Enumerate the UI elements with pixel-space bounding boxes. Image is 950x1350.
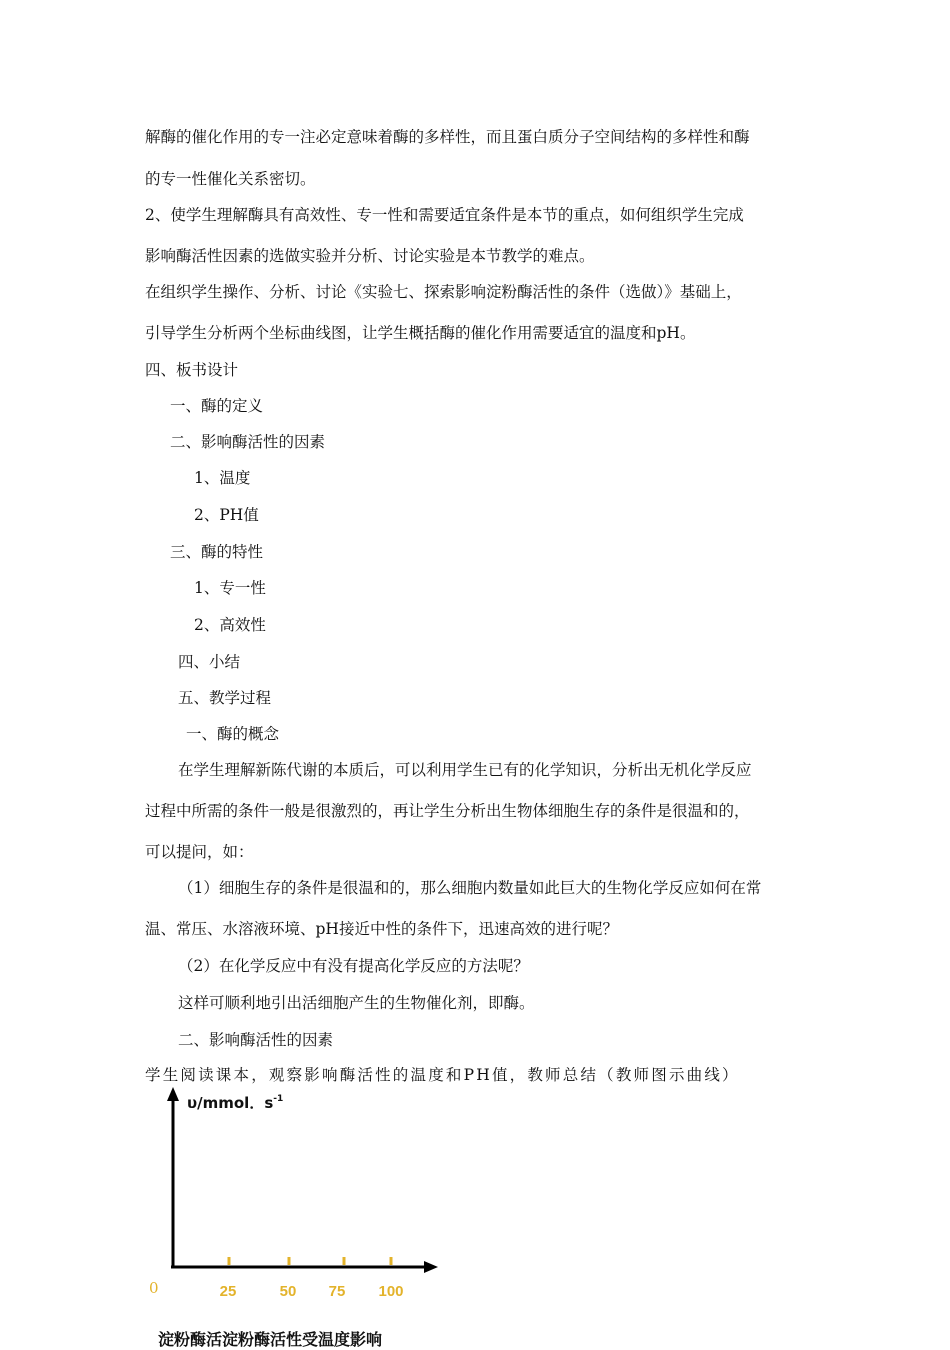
paragraph-line: 学生阅读课本，观察影响酶活性的温度和PH值，教师总结（教师图示曲线） — [145, 1066, 740, 1084]
x-tick-mark — [288, 1257, 291, 1265]
outline-item: 一、酶的概念 — [186, 725, 280, 743]
temperature-chart — [140, 1085, 460, 1315]
paragraph-line: 解酶的催化作用的专一注必定意味着酶的多样性，而且蛋白质分子空间结构的多样性和酶 — [145, 128, 750, 146]
paragraph-line: 过程中所需的条件一般是很激烈的，再让学生分析出生物体细胞生存的条件是很温和的， — [145, 802, 750, 820]
paragraph-line: 温、常压、水溶液环境、pH接近中性的条件下，迅速高效的进行呢？ — [145, 920, 618, 938]
outline-item: 四、小结 — [178, 653, 241, 671]
paragraph-line: （2）在化学反应中有没有提高化学反应的方法呢？ — [178, 957, 529, 975]
outline-subitem: 2、PH值 — [194, 506, 259, 524]
y-axis-label: υ/mmol．$s^{-1}$ — [187, 1094, 284, 1112]
outline-item: 三、酶的特性 — [170, 543, 264, 561]
paragraph-line: 可以提问，如： — [145, 843, 254, 861]
section-heading: 四、板书设计 — [145, 361, 239, 379]
paragraph-line: 2、使学生理解酶具有高效性、专一性和需要适宜条件是本节的重点，如何组织学生完成 — [145, 206, 744, 224]
x-tick-mark — [343, 1257, 346, 1265]
x-tick-label: 100 — [378, 1283, 404, 1300]
x-tick-label: 75 — [328, 1283, 346, 1300]
y-axis-arrow — [167, 1087, 179, 1101]
outline-subitem: 2、高效性 — [194, 616, 266, 634]
paragraph-line: 的专一性催化关系密切。 — [145, 170, 316, 188]
outline-item: 五、教学过程 — [178, 689, 272, 707]
paragraph-line: 引导学生分析两个坐标曲线图，让学生概括酶的催化作用需要适宜的温度和pH。 — [145, 324, 696, 342]
x-tick-label: 25 — [219, 1283, 237, 1300]
outline-item: 二、影响酶活性的因素 — [170, 433, 326, 451]
outline-item: 一、酶的定义 — [170, 397, 264, 415]
outline-subitem: 1、专一性 — [194, 579, 266, 597]
x-tick-mark — [228, 1257, 231, 1265]
x-tick-label: 50 — [279, 1283, 297, 1300]
paragraph-line: 在学生理解新陈代谢的本质后，可以利用学生已有的化学知识，分析出无机化学反应 — [178, 761, 752, 779]
paragraph-line: 这样可顺利地引出活细胞产生的生物催化剂，即酶。 — [178, 994, 535, 1012]
x-ticks — [228, 1257, 393, 1265]
section-heading: 二、影响酶活性的因素 — [178, 1031, 334, 1049]
x-axis-arrow — [424, 1261, 438, 1273]
origin-label: 0 — [149, 1279, 159, 1297]
outline-subitem: 1、温度 — [194, 469, 251, 487]
paragraph-line: （1）细胞生存的条件是很温和的，那么细胞内数量如此巨大的生物化学反应如何在常 — [178, 879, 762, 897]
chart-caption: 淀粉酶活淀粉酶活性受温度影响 — [158, 1330, 383, 1349]
paragraph-line: 影响酶活性因素的选做实验并分析、讨论实验是本节教学的难点。 — [145, 247, 595, 265]
x-tick-mark — [390, 1257, 393, 1265]
paragraph-line: 在组织学生操作、分析、讨论《实验七、探索影响淀粉酶活性的条件（选做）》基础上， — [145, 283, 742, 301]
